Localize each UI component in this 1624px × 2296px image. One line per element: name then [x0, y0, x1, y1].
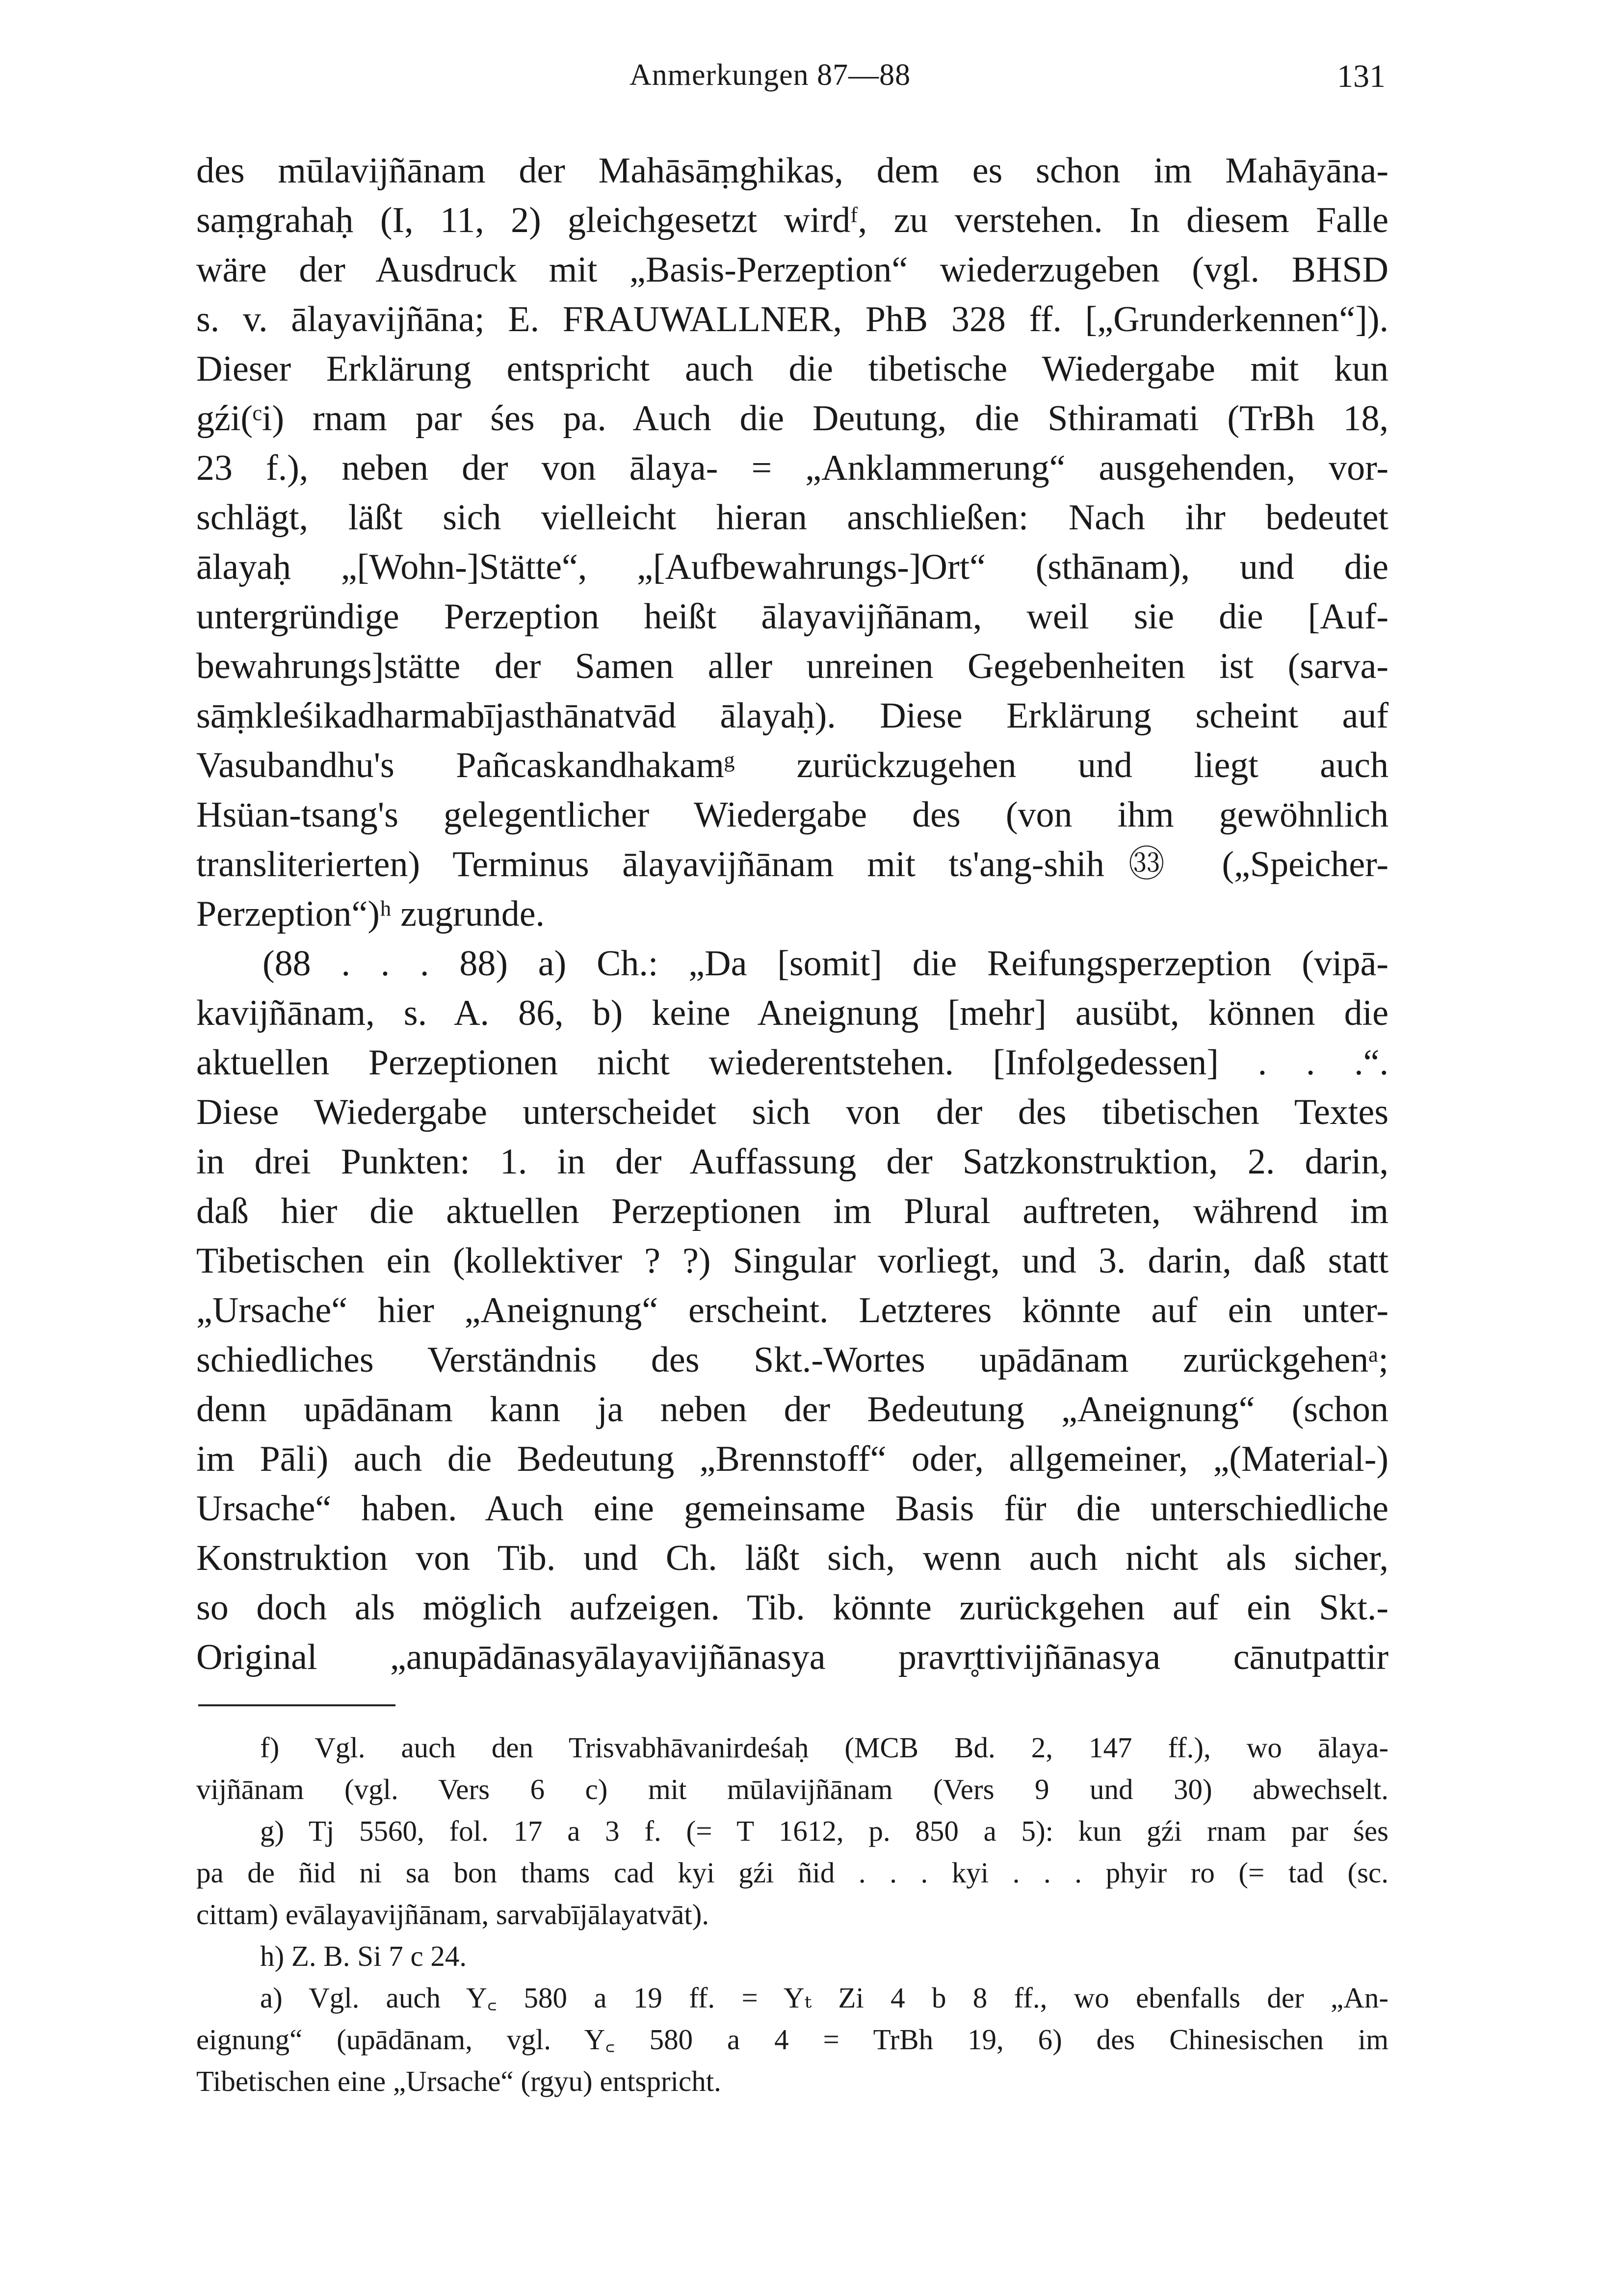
body-line: wäre der Ausdruck mit „Basis-Perzeption“ wiederzugeben (vgl. BHSD: [196, 250, 1388, 290]
footnote-line: Tibetischen eine „Ursache“ (rgyu) entspricht.: [196, 2065, 721, 2097]
footnote-line: a) Vgl. auch Y꜀ 580 a 19 ff. = Yₜ Zi 4 b 8 ff., wo ebenfalls der „An-: [260, 1982, 1388, 2014]
running-head-title: Anmerkungen 87—88: [629, 58, 911, 92]
footnote-rule: [198, 1704, 395, 1706]
body-line: Dieser Erklärung entspricht auch die tibetische Wiedergabe mit kun: [196, 349, 1388, 389]
body-line: „Ursache“ hier „Aneignung“ erscheint. Letzteres könnte auf ein unter-: [196, 1290, 1388, 1331]
body-line: sāṃkleśikadharmabījasthānatvād ālayaḥ). Diese Erklärung scheint auf: [196, 696, 1388, 736]
body-line: daß hier die aktuellen Perzeptionen im Plural auftreten, während im: [196, 1191, 1388, 1231]
footnote-line: g) Tj 5560, fol. 17 a 3 f. (= T 1612, p. 850 a 5): kun gźi rnam par śes: [260, 1815, 1388, 1847]
body-line: schiedliches Verständnis des Skt.-Wortes upādānam zurückgehenᵃ;: [196, 1340, 1388, 1380]
body-line: Hsüan-tsang's gelegentlicher Wiedergabe des (von ihm gewöhnlich: [196, 795, 1388, 835]
footnote-line: vijñānam (vgl. Vers 6 c) mit mūlavijñānam (Vers 9 und 30) abwechselt.: [196, 1773, 1388, 1805]
footnotes: [196, 1727, 1388, 2102]
footnote-line: cittam) evālayavijñānam, sarvabījālayatvāt).: [196, 1898, 709, 1931]
body-line: ālayaḥ „[Wohn-]Stätte“, „[Aufbewahrungs-]Ort“ (sthānam), und die: [196, 547, 1388, 587]
footnote-line: f) Vgl. auch den Trisvabhāvanirdeśaḥ (MCB Bd. 2, 147 ff.), wo ālaya-: [260, 1731, 1388, 1764]
main-text: [196, 146, 1388, 1682]
running-header: [0, 58, 1624, 102]
body-line: Perzeption“)ʰ zugrunde.: [196, 894, 545, 934]
body-line: in drei Punkten: 1. in der Auffassung der Satzkonstruktion, 2. darin,: [196, 1142, 1388, 1182]
body-line: schlägt, läßt sich vielleicht hieran anschließen: Nach ihr bedeutet: [196, 497, 1388, 538]
body-line: kavijñānam, s. A. 86, b) keine Aneignung [mehr] ausübt, können die: [196, 993, 1388, 1033]
body-line: (88 . . . 88) a) Ch.: „Da [somit] die Reifungsperzeption (vipā-: [262, 943, 1388, 984]
body-line: saṃgrahaḥ (I, 11, 2) gleichgesetzt wirdᶠ, zu verstehen. In diesem Falle: [196, 200, 1388, 240]
body-line: transliterierten) Terminus ālayavijñānam mit ts'ang-shih㉝ („Speicher-: [196, 844, 1388, 885]
body-line: Konstruktion von Tib. und Ch. läßt sich, wenn auch nicht als sicher,: [196, 1538, 1388, 1578]
body-line: so doch als möglich aufzeigen. Tib. könnte zurückgehen auf ein Skt.-: [196, 1588, 1388, 1628]
body-line: Original „anupādānasyālayavijñānasya pravr̥ttivijñānasya cānutpattir: [196, 1637, 1388, 1677]
body-line: Diese Wiedergabe unterscheidet sich von der des tibetischen Textes: [196, 1092, 1388, 1132]
page-number: 131: [1337, 58, 1386, 94]
body-line: Ursache“ haben. Auch eine gemeinsame Basis für die unterschiedliche: [196, 1488, 1388, 1529]
body-line: im Pāli) auch die Bedeutung „Brennstoff“ oder, allgemeiner, „(Material-): [196, 1439, 1388, 1479]
body-line: des mūlavijñānam der Mahāsāṃghikas, dem es schon im Mahāyāna-: [196, 151, 1388, 191]
body-line: s. v. ālayavijñāna; E. FRAUWALLNER, PhB 328 ff. [„Grunderkennen“]).: [196, 299, 1388, 339]
body-line: gźi(ᶜi) rnam par śes pa. Auch die Deutung, die Sthiramati (TrBh 18,: [196, 398, 1388, 439]
body-line: aktuellen Perzeptionen nicht wiederentstehen. [Infolgedessen] . . .“.: [196, 1043, 1388, 1083]
body-line: 23 f.), neben der von ālaya- = „Anklammerung“ ausgehenden, vor-: [196, 448, 1388, 488]
footnote-line: pa de ñid ni sa bon thams cad kyi gźi ñid . . . kyi . . . phyir ro (= tad (sc.: [196, 1856, 1388, 1889]
body-line: untergründige Perzeption heißt ālayavijñānam, weil sie die [Auf-: [196, 597, 1388, 637]
body-line: Tibetischen ein (kollektiver ? ?) Singular vorliegt, und 3. darin, daß statt: [196, 1241, 1388, 1281]
footnote-line: eignung“ (upādānam, vgl. Y꜀ 580 a 4 = TrBh 19, 6) des Chinesischen im: [196, 2023, 1388, 2056]
body-line: denn upādānam kann ja neben der Bedeutung „Aneignung“ (schon: [196, 1389, 1388, 1430]
body-line: bewahrungs]stätte der Samen aller unreinen Gegebenheiten ist (sarva-: [196, 646, 1388, 686]
footnote-line: h) Z. B. Si 7 c 24.: [260, 1940, 467, 1972]
body-line: Vasubandhu's Pañcaskandhakamᵍ zurückzugehen und liegt auch: [196, 745, 1388, 785]
